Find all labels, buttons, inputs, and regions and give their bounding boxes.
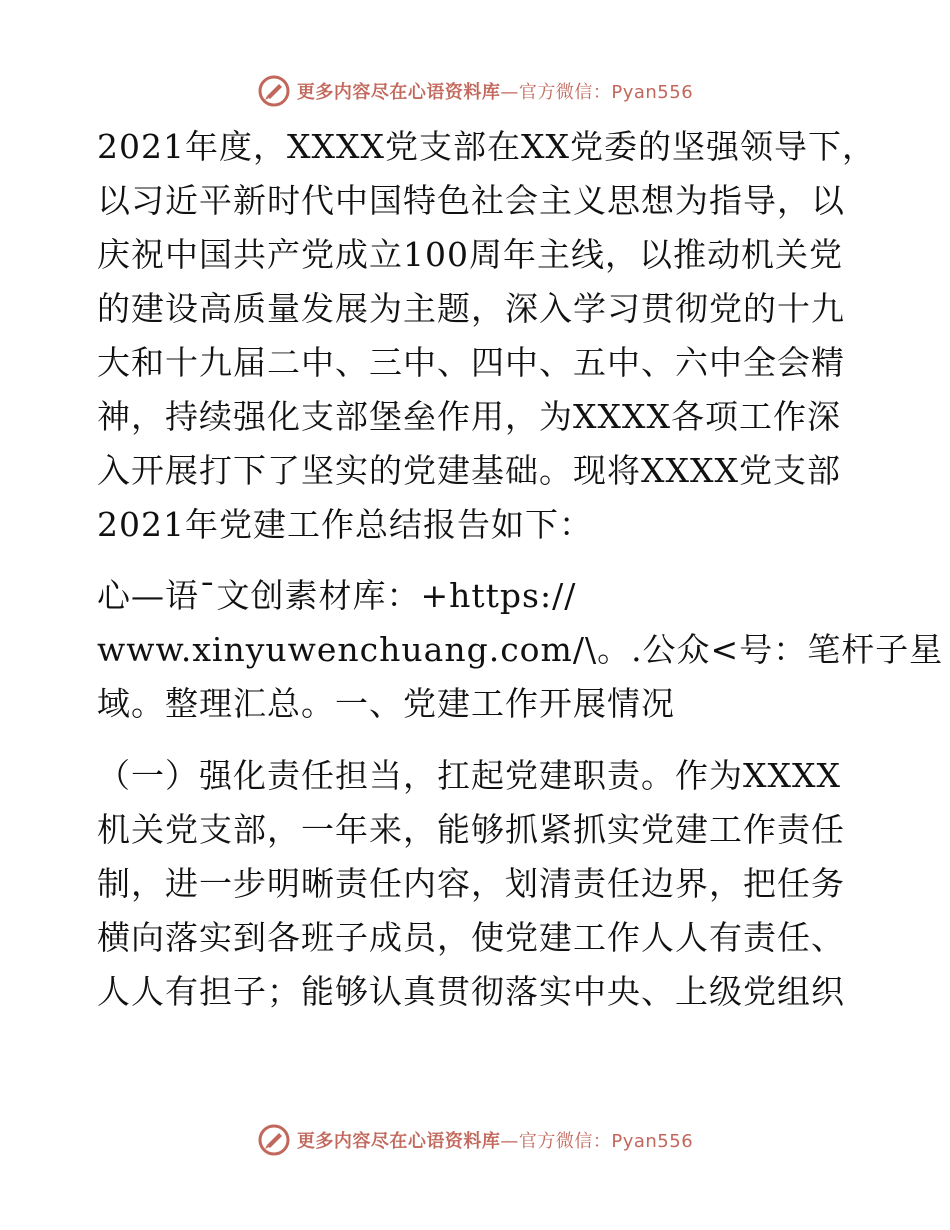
text-line: 横向落实到各班子成员，使党建工作人人有责任、 <box>97 918 845 957</box>
paragraph-section-one <box>97 749 857 1019</box>
banner-text-bold: 更多内容尽在心语资料库 <box>296 1131 501 1152</box>
xinyu-logo-icon <box>257 1123 291 1157</box>
banner-text <box>297 1127 693 1153</box>
text-line: 心—语¯文创素材库：+https:// <box>97 576 577 615</box>
text-line: 以习近平新时代中国特色社会主义思想为指导，以 <box>97 181 845 220</box>
banner-text <box>297 78 693 104</box>
text-line: 的建设高质量发展为主题，深入学习贯彻党的十九 <box>97 289 845 328</box>
header-banner <box>0 71 950 111</box>
xinyu-logo-icon <box>257 74 291 108</box>
paragraph-intro <box>97 120 876 552</box>
text-line: 机关党支部，一年来，能够抓紧抓实党建工作责任 <box>97 810 845 849</box>
text-line: 域。整理汇总。一、党建工作开展情况 <box>97 684 675 723</box>
banner-text-wechat: —官方微信：Pyan556 <box>500 1131 694 1152</box>
banner-text-bold: 更多内容尽在心语资料库 <box>296 82 501 103</box>
text-line: （一）强化责任担当，扛起党建职责。作为XXXX <box>97 756 841 795</box>
banner-text-wechat: —官方微信：Pyan556 <box>500 82 694 103</box>
document-body <box>97 120 944 1019</box>
text-line: 庆祝中国共产党成立100周年主线，以推动机关党 <box>97 235 843 274</box>
text-line: 大和十九届二中、三中、四中、五中、六中全会精 <box>97 343 845 382</box>
text-line: 2021年党建工作总结报告如下： <box>97 505 593 544</box>
text-line: 制，进一步明晰责任内容，划清责任边界，把任务 <box>97 864 845 903</box>
footer-banner <box>0 1120 950 1160</box>
text-line: 入开展打下了坚实的党建基础。现将XXXX党支部 <box>97 451 841 490</box>
paragraph-source <box>97 569 944 731</box>
text-line: 人人有担子；能够认真贯彻落实中央、上级党组织 <box>97 972 845 1011</box>
text-line: 2021年度，XXXX党支部在XX党委的坚强领导下， <box>97 127 876 166</box>
text-line: 神，持续强化支部堡垒作用，为XXXX各项工作深 <box>97 397 841 436</box>
text-line: www.xinyuwenchuang.com/\。.公众<号：笔杆子星 <box>97 630 944 669</box>
